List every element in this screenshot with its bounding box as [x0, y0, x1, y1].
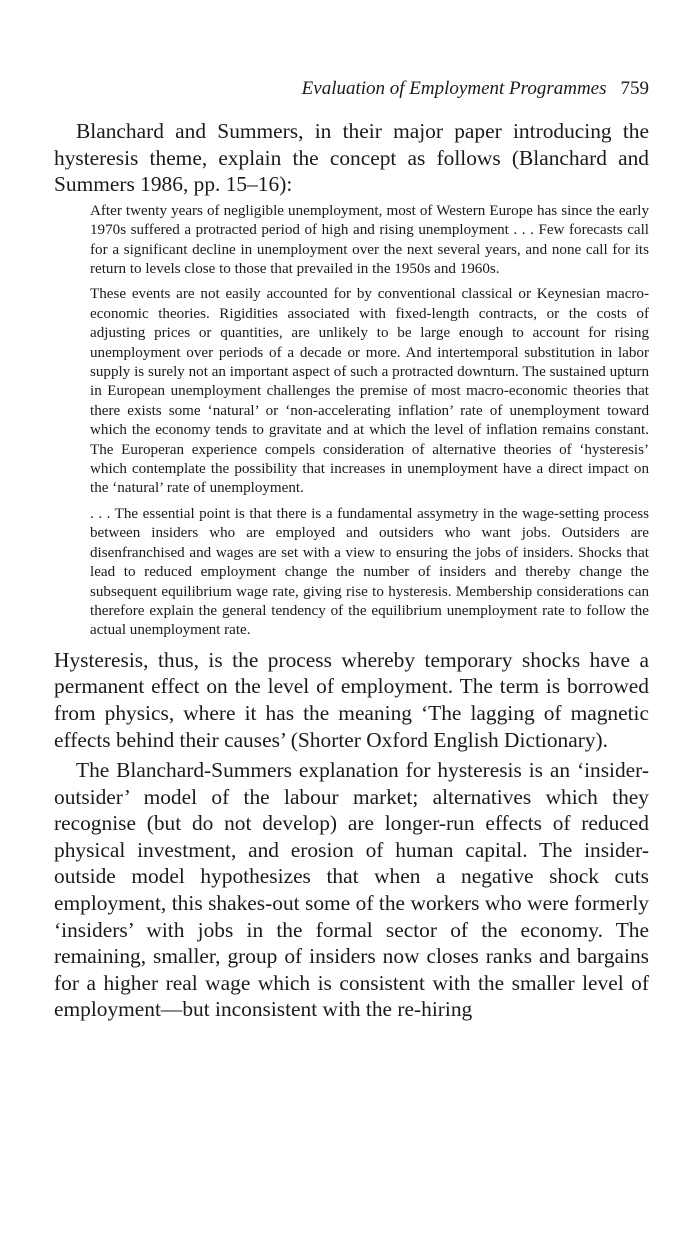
running-title: Evaluation of Employment Programmes: [301, 78, 607, 99]
page-number: 759: [620, 78, 649, 99]
block-quote-paragraph-1: After twenty years of negligible unemployment, most of Western Europe has since the early 1970s suffered a protracted period of high and rising unemployment . . . Few forecasts call for a significant decline in unemployment over the next several years, and none call for its return to levels close to those that prevailed in the 1950s and 1960s.: [90, 202, 649, 277]
block-quote-paragraph-2: These events are not easily accounted for by conventional classical or Keynesian macro-economic theories. Rigidities associated with fixed-length contracts, or the costs of adjusting prices or quantities, are unlikely to be large enough to account for rising unemployment over periods of a decade or more. And intertemporal substitution in labor supply is surely not an important aspect of such a protracted downturn. The sustained upturn in European unemployment challenges the premise of most macro-economic theories that there exists some ‘natural’ or ‘non-accelerating inflation’ rate of unemployment toward which the economy tends to gravitate and at which the level of inflation remains constant. The Europeran experience compels consideration of alternative theories of ‘hysteresis’ which contemplate the possibility that increases in unemployment have a direct impact on the ‘natural’ rate of unemployment.: [90, 286, 649, 497]
body-paragraph-intro: Blanchard and Summers, in their major paper introducing the hysteresis theme, explain the concept as follows (Blanchard and Summers 1986, pp. 15–16):: [54, 119, 649, 197]
page-body: [54, 118, 649, 1027]
body-paragraph-insider-outsider: The Blanchard-Summers explanation for hysteresis is an ‘insider-outsider’ model of the labour market; alternatives which they recognise (but do not develop) are longer-run effects of reduced physical investment, and erosion of human capital. The insider-outside model hypothesizes that when a negative shock cuts employment, this shakes-out some of the workers who were formerly ‘insiders’ with jobs in the formal sector of the economy. The remaining, smaller, group of insiders now closes ranks and bargains for a higher real wage which is consistent with the smaller level of employment—but inconsistent with the re-hiring: [54, 758, 649, 1022]
block-quote-paragraph-3: . . . The essential point is that there is a fundamental assymetry in the wage-setting process between insiders who are employed and outsiders who want jobs. Outsiders are disenfranchised and wages are set with a view to ensuring the jobs of insiders. Shocks that lead to reduced employment change the number of insiders and thereby change the subsequent equilibrium wage rate, giving rise to hysteresis. Membership considerations can therefore explain the general tendency of the equilibrium unemployment rate to follow the actual unemployment rate.: [90, 505, 649, 639]
body-paragraph-hysteresis: Hysteresis, thus, is the process whereby temporary shocks have a permanent effect on the level of employment. The term is borrowed from physics, where it has the meaning ‘The lagging of magnetic effects behind their causes’ (Shorter Oxford English Dictionary).: [54, 647, 649, 752]
running-header: [54, 77, 649, 101]
